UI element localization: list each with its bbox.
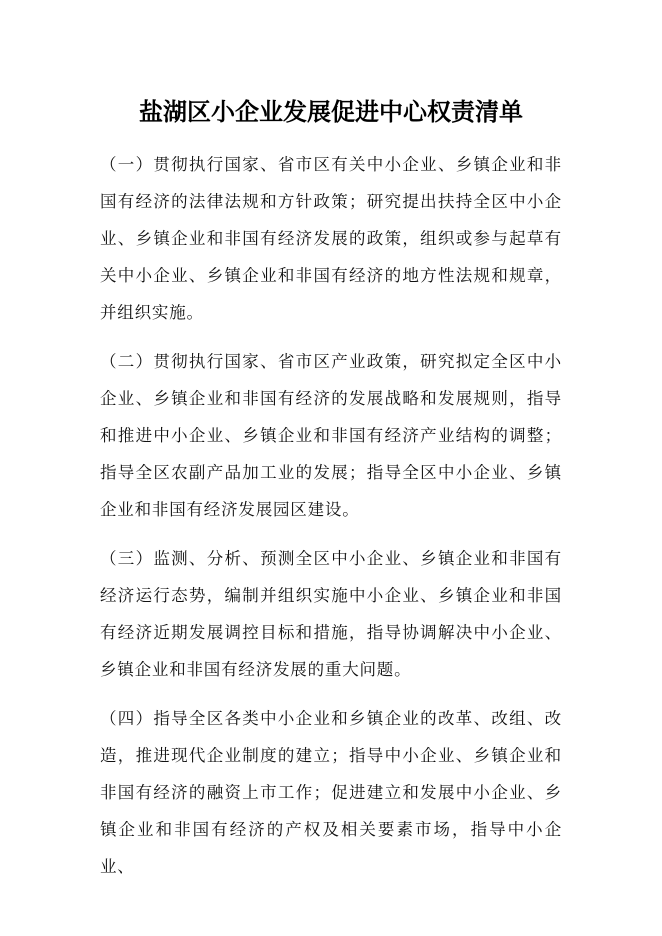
- paragraph-4: （四）指导全区各类中小企业和乡镇企业的改革、改组、改造，推进现代企业制度的建立；指导中小企业、乡镇企业和非国有经济的融资上市工作；促进建立和发展中小企业、乡镇企业和非国有经济的产权及相关要素市场，指导中小企业、: [100, 709, 562, 876]
- paragraph-2: （二）贯彻执行国家、省市区产业政策，研究拟定全区中小企业、乡镇企业和非国有经济的发展战略和发展规则，指导和推进中小企业、乡镇企业和非国有经济产业结构的调整；指导全区农副产品加工业的发展；指导全区中小企业、乡镇企业和非国有经济发展园区建设。: [100, 352, 562, 519]
- paragraph-3: （三）监测、分析、预测全区中小企业、乡镇企业和非国有经济运行态势，编制并组织实施中小企业、乡镇企业和非国有经济近期发展调控目标和措施，指导协调解决中小企业、乡镇企业和非国有经济发展的重大问题。: [100, 549, 562, 679]
- document-title: 盐湖区小企业发展促进中心权责清单: [139, 98, 523, 126]
- document-body: [100, 146, 562, 897]
- paragraph-1: （一）贯彻执行国家、省市区有关中小企业、乡镇企业和非国有经济的法律法规和方针政策；研究提出扶持全区中小企业、乡镇企业和非国有经济发展的政策，组织或参与起草有关中小企业、乡镇企业和非国有经济的地方性法规和规章，并组织实施。: [100, 155, 562, 322]
